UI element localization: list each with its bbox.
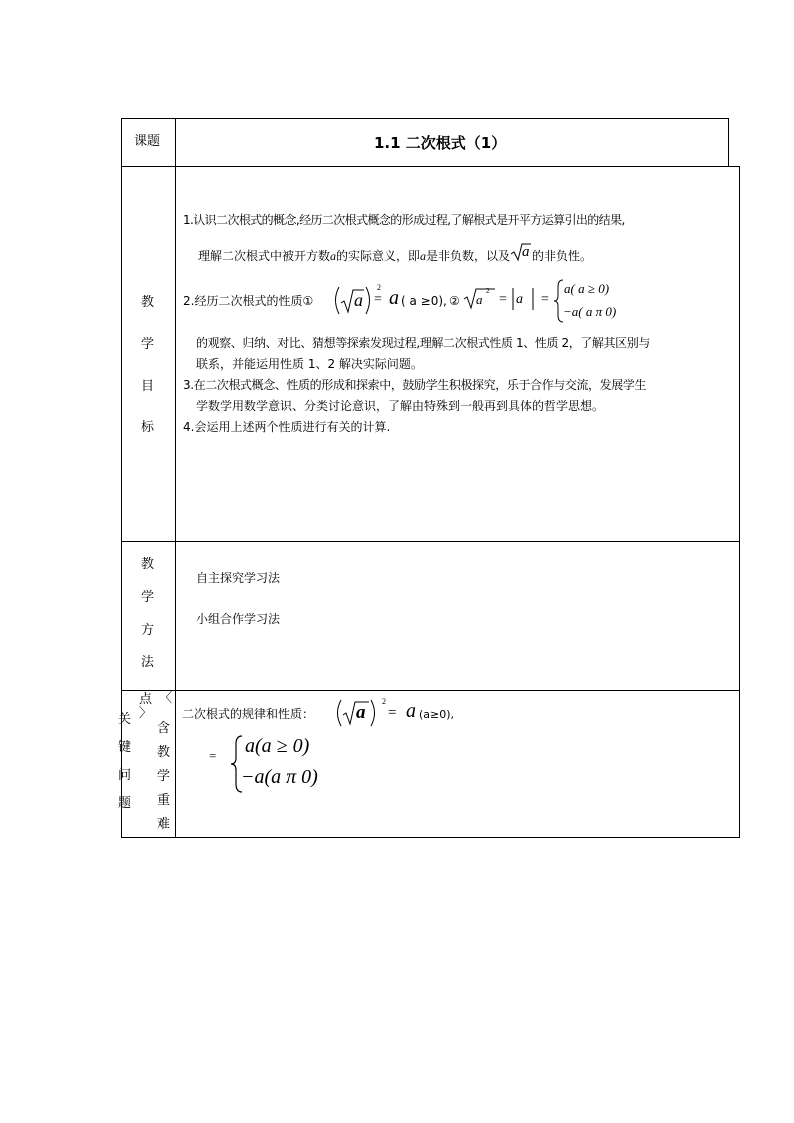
keypoints-label-left-1: 关 xyxy=(118,712,132,727)
keypoints-equals: = xyxy=(388,705,397,721)
objective-2-equals: = xyxy=(374,292,382,307)
keypoints-case-2: −a(a π 0) xyxy=(241,766,318,788)
objective-1-text-c: 是非负数，以及 xyxy=(426,249,511,263)
objective-2-condition: ( a ≥0), xyxy=(401,294,447,308)
objective-2-case-1: a( a ≥ 0) xyxy=(564,281,610,296)
methods-label-char-3: 方 xyxy=(141,623,155,638)
objective-2-prefix: 2.经历二次根式的性质① xyxy=(183,294,314,308)
objective-3-line-1: 3.在二次根式概念、性质的形成和探索中，鼓励学生积极探究，乐于合作与交流，发展学生 xyxy=(183,378,647,392)
keypoints-rhs: a xyxy=(406,700,416,722)
keypoints-label-right-4: 重 xyxy=(157,793,171,808)
objectives-label-char-1: 教 xyxy=(141,295,155,310)
objectives-label-char-3: 目 xyxy=(141,379,155,394)
right-paren-icon xyxy=(371,700,375,726)
objective-2-exponent: 2 xyxy=(377,283,381,292)
objective-2-continued-2: 联系，并能运用性质 1、2 解决实际问题。 xyxy=(196,357,423,371)
objective-2-equals-2: = xyxy=(499,292,507,307)
objectives-label-char-4: 标 xyxy=(141,420,155,435)
table-bottom-border xyxy=(121,837,740,838)
keypoints-bracket-right: 〉 xyxy=(139,706,153,721)
keypoints-label-right-2: 教 xyxy=(157,745,171,760)
keypoints-bracket-left: 〈 xyxy=(159,691,173,706)
methods-label-char-2: 学 xyxy=(141,590,155,605)
objective-2-circled-2: ② xyxy=(449,294,460,308)
left-paren-icon xyxy=(336,287,340,314)
methods-label-char-4: 法 xyxy=(141,655,155,670)
keypoints-exponent: 2 xyxy=(382,697,386,706)
keypoints-intro: 二次根式的规律和性质： xyxy=(182,707,315,721)
lesson-title: 1.1 二次根式（1） xyxy=(374,134,507,152)
objectives-label-char-2: 学 xyxy=(141,337,155,352)
table-right-border xyxy=(739,166,740,838)
subject-label: 课题 xyxy=(134,134,161,149)
method-2: 小组合作学习法 xyxy=(196,612,281,626)
objective-2-sqrt-var: a xyxy=(354,290,363,310)
objective-2-case-2: −a( a π 0) xyxy=(563,304,617,319)
objective-1-var-a2: a xyxy=(420,249,427,263)
objective-1-line-2 xyxy=(198,246,592,264)
objective-2-sqrt2-var: a xyxy=(476,292,483,307)
objective-1-text-a: 理解二次根式中被开方数 xyxy=(198,249,331,263)
methods-label-char-1: 教 xyxy=(141,557,155,572)
table-top-border xyxy=(121,118,729,119)
keypoints-label-right-5: 难 xyxy=(157,817,171,832)
objective-3-line-2: 学数学用数学意识、分类讨论意识，了解由特殊到一般再到具体的哲学思想。 xyxy=(196,399,605,413)
objective-1-text-b: 的实际意义，即 xyxy=(336,249,421,263)
keypoints-equals-2: = xyxy=(209,748,217,763)
objective-1-var-a: a xyxy=(330,249,337,263)
objective-2-equals-3: = xyxy=(541,292,549,307)
keypoints-case-1: a(a ≥ 0) xyxy=(245,735,310,757)
objective-2-continued-1: 的观察、归纳、对比、猜想等探索发现过程,理解二次根式性质 1、性质 2，了解其区别与 xyxy=(196,336,650,350)
objective-1-line-1: 1.认识二次根式的概念,经历二次根式概念的形成过程,了解根式是开平方运算引出的结果, xyxy=(183,213,625,227)
objective-1-sqrt xyxy=(510,246,532,264)
objective-1-text-d: 的非负性。 xyxy=(532,249,593,263)
left-paren-icon xyxy=(338,700,342,726)
table-title-right-border xyxy=(728,118,729,166)
keypoints-label-right-1: 含 xyxy=(157,721,171,736)
method-1: 自主探究学习法 xyxy=(196,571,281,585)
keypoints-condition: (a≥0), xyxy=(419,708,455,721)
table-left-border xyxy=(121,118,122,838)
column-divider xyxy=(175,118,176,838)
row-divider-2 xyxy=(121,541,740,542)
objective-1-sqrt-var: a xyxy=(522,244,530,260)
keypoints-sqrt-var: a xyxy=(356,702,366,723)
objective-2-rhs: a xyxy=(389,287,399,309)
keypoints-label-right-3: 学 xyxy=(157,769,171,784)
row-divider-3 xyxy=(121,690,740,691)
objective-4: 4.会运用上述两个性质进行有关的计算. xyxy=(183,420,391,434)
row-divider-1 xyxy=(121,166,740,167)
keypoints-label-left-3: 问 xyxy=(118,768,132,783)
left-brace-icon xyxy=(554,280,563,322)
keypoints-label-left-4: 题 xyxy=(118,796,132,811)
keypoints-label-top: 点 xyxy=(139,692,153,707)
objective-2-exponent-2: 2 xyxy=(486,287,490,295)
right-paren-icon xyxy=(366,287,370,314)
keypoints-label-left-2: 键 xyxy=(118,740,132,755)
objective-2-abs-var: a xyxy=(516,292,523,307)
